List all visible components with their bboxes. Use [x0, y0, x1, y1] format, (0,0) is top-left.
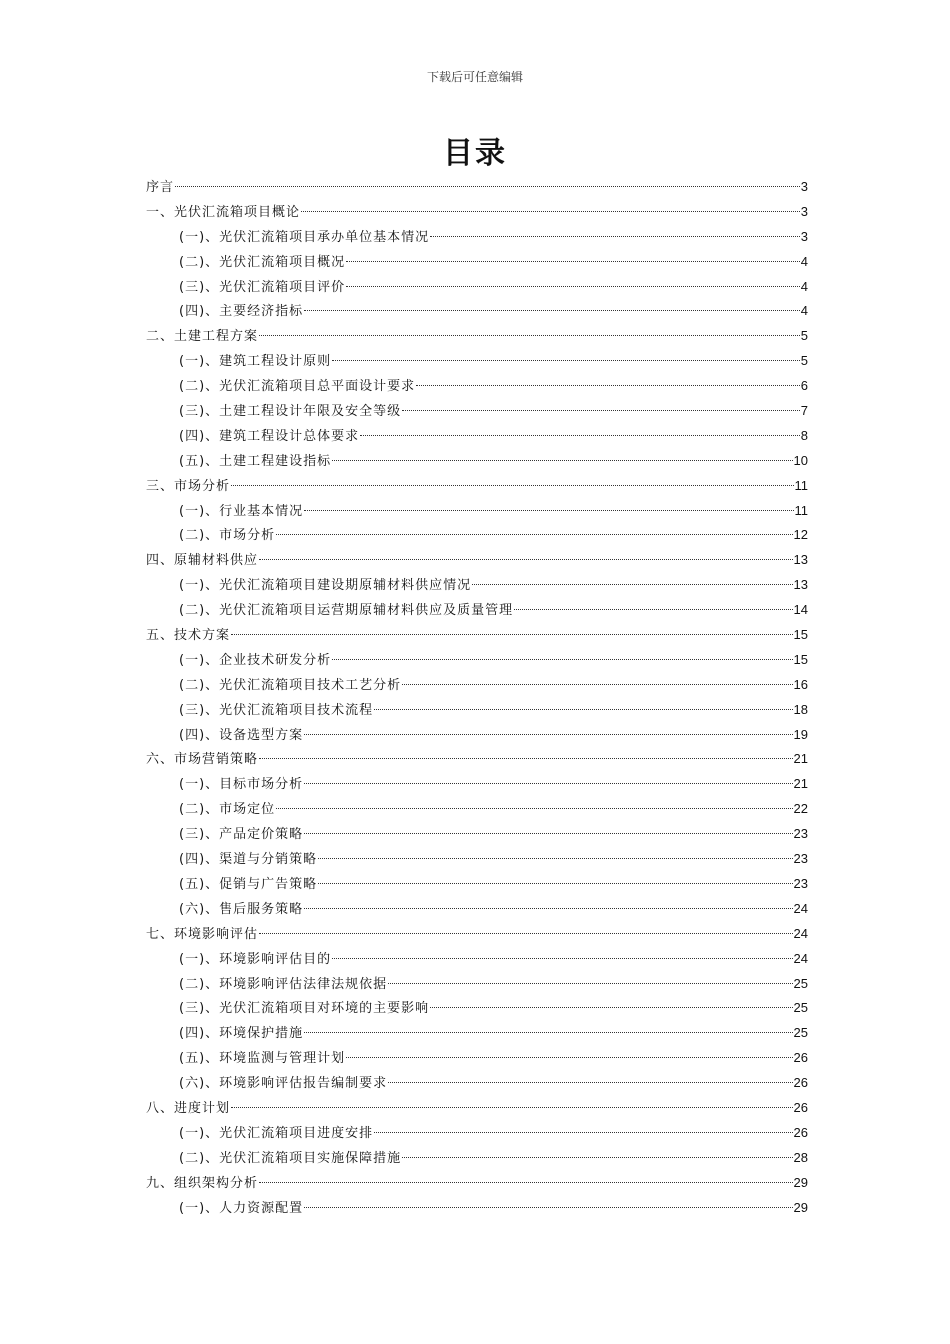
toc-entry-label: (三)、光伏汇流箱项目评价	[179, 279, 346, 295]
toc-dot-leader	[514, 609, 792, 610]
toc-entry-label: (二)、光伏汇流箱项目概况	[179, 254, 346, 270]
toc-subentry[interactable]	[146, 1121, 808, 1146]
toc-page-number: 7	[800, 403, 808, 419]
toc-subentry[interactable]	[146, 1071, 808, 1096]
toc-entry-label: (四)、渠道与分销策略	[179, 852, 318, 868]
toc-page-number: 22	[793, 801, 808, 817]
toc-subentry[interactable]	[146, 1021, 808, 1046]
toc-page-number: 16	[793, 676, 808, 692]
toc-subentry[interactable]	[146, 972, 808, 997]
toc-entry-label: (一)、目标市场分析	[179, 777, 304, 793]
toc-dot-leader	[231, 485, 793, 486]
toc-subentry[interactable]	[146, 374, 808, 399]
toc-subentry[interactable]	[146, 225, 808, 250]
toc-entry-label: 七、环境影响评估	[146, 926, 259, 942]
toc-page-number: 15	[793, 627, 808, 643]
toc-entry[interactable]	[146, 548, 808, 573]
toc-entry-label: 八、进度计划	[146, 1100, 231, 1116]
toc-entry[interactable]	[146, 922, 808, 947]
toc-dot-leader	[402, 1157, 792, 1158]
toc-dot-leader	[304, 783, 792, 784]
toc-dot-leader	[304, 734, 792, 735]
toc-entry-label: (五)、促销与广告策略	[179, 876, 318, 892]
toc-title: 目录	[443, 136, 507, 171]
toc-page-number: 4	[800, 278, 808, 294]
toc-entry-label: (二)、市场定位	[179, 802, 276, 818]
toc-page-number: 23	[793, 826, 808, 842]
toc-dot-leader	[304, 310, 800, 311]
toc-page-number: 12	[793, 527, 808, 543]
toc-dot-leader	[430, 1007, 792, 1008]
toc-entry-label: (一)、环境影响评估目的	[179, 951, 332, 967]
toc-dot-leader	[304, 510, 793, 511]
toc-entry-label: 四、原辅材料供应	[146, 553, 259, 569]
toc-entry-label: (四)、建筑工程设计总体要求	[179, 428, 360, 444]
toc-page-number: 25	[793, 1025, 808, 1041]
toc-dot-leader	[175, 186, 800, 187]
toc-dot-leader	[346, 1057, 792, 1058]
toc-page-number: 25	[793, 975, 808, 991]
toc-page-number: 14	[793, 602, 808, 618]
toc-entry-label: (一)、光伏汇流箱项目进度安排	[179, 1125, 374, 1141]
toc-page-number: 8	[800, 427, 808, 443]
toc-entry-label: (二)、光伏汇流箱项目实施保障措施	[179, 1150, 402, 1166]
toc-entry-label: 三、市场分析	[146, 478, 231, 494]
toc-subentry[interactable]	[146, 499, 808, 524]
toc-page-number: 6	[800, 378, 808, 394]
toc-page-number: 28	[793, 1149, 808, 1165]
toc-dot-leader	[318, 858, 792, 859]
toc-subentry[interactable]	[146, 399, 808, 424]
toc-page-number: 15	[793, 651, 808, 667]
toc-entry[interactable]	[146, 200, 808, 225]
toc-page-number: 29	[793, 1199, 808, 1215]
toc-entry-label: (二)、光伏汇流箱项目总平面设计要求	[179, 379, 416, 395]
toc-dot-leader	[332, 460, 792, 461]
toc-subentry[interactable]	[146, 349, 808, 374]
page-header-note: 下载后可任意编辑	[426, 70, 523, 84]
toc-page-number: 4	[800, 253, 808, 269]
toc-subentry[interactable]	[146, 1196, 808, 1221]
toc-subentry[interactable]	[146, 573, 808, 598]
toc-dot-leader	[374, 709, 792, 710]
toc-entry[interactable]	[146, 1096, 808, 1121]
toc-subentry[interactable]	[146, 598, 808, 623]
toc-entry-label: (四)、设备选型方案	[179, 727, 304, 743]
toc-entry-label: (四)、主要经济指标	[179, 304, 304, 320]
toc-entry-label: (一)、行业基本情况	[179, 503, 304, 519]
toc-dot-leader	[332, 360, 800, 361]
toc-subentry[interactable]	[146, 797, 808, 822]
toc-entry-label: (一)、企业技术研发分析	[179, 652, 332, 668]
toc-entry-label: (一)、人力资源配置	[179, 1200, 304, 1216]
toc-subentry[interactable]	[146, 250, 808, 275]
toc-subentry[interactable]	[146, 523, 808, 548]
toc-page-number: 23	[793, 875, 808, 891]
toc-dot-leader	[276, 808, 792, 809]
toc-entry-label: (二)、市场分析	[179, 528, 276, 544]
toc-page-number: 26	[793, 1124, 808, 1140]
toc-page-number: 26	[793, 1050, 808, 1066]
toc-page-number: 3	[800, 179, 808, 194]
toc-entry-label: 序言	[146, 180, 175, 195]
toc-dot-leader	[332, 659, 792, 660]
toc-subentry[interactable]	[146, 275, 808, 300]
toc-page-number: 26	[793, 1099, 808, 1115]
toc-subentry[interactable]	[146, 424, 808, 449]
toc-entry-label: 六、市场营销策略	[146, 752, 259, 768]
toc-page-number: 5	[800, 353, 808, 369]
toc-entry[interactable]	[146, 175, 808, 200]
toc-subentry[interactable]	[146, 1046, 808, 1071]
toc-entry[interactable]	[146, 623, 808, 648]
toc-dot-leader	[402, 684, 792, 685]
toc-page-number: 10	[793, 452, 808, 468]
toc-entry-label: (三)、光伏汇流箱项目对环境的主要影响	[179, 1001, 430, 1017]
toc-page-number: 3	[800, 203, 808, 219]
toc-entry-label: (三)、产品定价策略	[179, 827, 304, 843]
toc-dot-leader	[304, 908, 792, 909]
toc-dot-leader	[346, 286, 800, 287]
toc-page-number: 4	[800, 303, 808, 319]
toc-page-number: 3	[800, 228, 808, 244]
toc-dot-leader	[416, 385, 800, 386]
toc-page-number: 5	[800, 328, 808, 344]
toc-subentry[interactable]	[146, 449, 808, 474]
toc-page-number: 11	[794, 502, 808, 518]
toc-page-number: 13	[793, 577, 808, 593]
toc-dot-leader	[388, 1082, 792, 1083]
toc-entry-label: (一)、建筑工程设计原则	[179, 354, 332, 370]
toc-entry-label: (三)、光伏汇流箱项目技术流程	[179, 702, 374, 718]
toc-entry-label: (五)、土建工程建设指标	[179, 453, 332, 469]
toc-page-number: 24	[793, 925, 808, 941]
toc-dot-leader	[360, 435, 800, 436]
toc-page-number: 23	[793, 851, 808, 867]
toc-dot-leader	[259, 933, 793, 934]
toc-entry-label: (二)、光伏汇流箱项目运营期原辅材料供应及质量管理	[179, 603, 514, 619]
toc-subentry[interactable]	[146, 847, 808, 872]
toc-entry[interactable]	[146, 747, 808, 772]
toc-dot-leader	[304, 833, 792, 834]
table-of-contents	[146, 175, 808, 1220]
toc-entry-label: (四)、环境保护措施	[179, 1026, 304, 1042]
toc-dot-leader	[388, 983, 792, 984]
toc-dot-leader	[346, 261, 800, 262]
toc-subentry[interactable]	[146, 1146, 808, 1171]
toc-page-number: 21	[793, 751, 808, 767]
toc-entry-label: (二)、环境影响评估法律法规依据	[179, 976, 388, 992]
toc-entry-label: (一)、光伏汇流箱项目承办单位基本情况	[179, 229, 430, 245]
toc-entry-label: 一、光伏汇流箱项目概论	[146, 204, 301, 220]
toc-dot-leader	[259, 559, 793, 560]
toc-page-number: 26	[793, 1075, 808, 1091]
toc-dot-leader	[259, 335, 800, 336]
toc-dot-leader	[304, 1032, 792, 1033]
toc-entry[interactable]	[146, 324, 808, 349]
toc-dot-leader	[276, 534, 792, 535]
toc-entry-label: 九、组织架构分析	[146, 1175, 259, 1191]
toc-subentry[interactable]	[146, 673, 808, 698]
toc-page-number: 25	[793, 1000, 808, 1016]
toc-subentry[interactable]	[146, 996, 808, 1021]
toc-page-number: 21	[793, 776, 808, 792]
toc-page-number: 24	[793, 900, 808, 916]
toc-page-number: 19	[793, 726, 808, 742]
toc-entry-label: (一)、光伏汇流箱项目建设期原辅材料供应情况	[179, 578, 472, 594]
toc-entry-label: (六)、环境影响评估报告编制要求	[179, 1076, 388, 1092]
toc-entry-label: (三)、土建工程设计年限及安全等级	[179, 404, 402, 420]
toc-entry-label: 二、土建工程方案	[146, 329, 259, 345]
toc-subentry[interactable]	[146, 822, 808, 847]
toc-subentry[interactable]	[146, 723, 808, 748]
toc-page-number: 13	[793, 552, 808, 568]
toc-entry[interactable]	[146, 1171, 808, 1196]
toc-page-number: 29	[793, 1174, 808, 1190]
toc-dot-leader	[430, 236, 800, 237]
toc-subentry[interactable]	[146, 947, 808, 972]
toc-subentry[interactable]	[146, 648, 808, 673]
toc-dot-leader	[231, 634, 793, 635]
toc-dot-leader	[231, 1107, 793, 1108]
toc-subentry[interactable]	[146, 698, 808, 723]
toc-entry[interactable]	[146, 474, 808, 499]
toc-entry-label: (二)、光伏汇流箱项目技术工艺分析	[179, 677, 402, 693]
toc-entry-label: (五)、环境监测与管理计划	[179, 1051, 346, 1067]
toc-dot-leader	[259, 758, 793, 759]
toc-dot-leader	[318, 883, 792, 884]
toc-subentry[interactable]	[146, 872, 808, 897]
toc-subentry[interactable]	[146, 897, 808, 922]
toc-entry-label: (六)、售后服务策略	[179, 901, 304, 917]
toc-dot-leader	[304, 1207, 792, 1208]
toc-page-number: 18	[793, 701, 808, 717]
toc-dot-leader	[259, 1182, 793, 1183]
toc-entry-label: 五、技术方案	[146, 628, 231, 644]
toc-dot-leader	[332, 958, 792, 959]
toc-subentry[interactable]	[146, 299, 808, 324]
toc-dot-leader	[374, 1132, 792, 1133]
toc-page-number: 11	[794, 477, 808, 493]
toc-subentry[interactable]	[146, 772, 808, 797]
toc-dot-leader	[301, 211, 800, 212]
toc-dot-leader	[402, 410, 800, 411]
toc-dot-leader	[472, 584, 792, 585]
toc-page-number: 24	[793, 950, 808, 966]
